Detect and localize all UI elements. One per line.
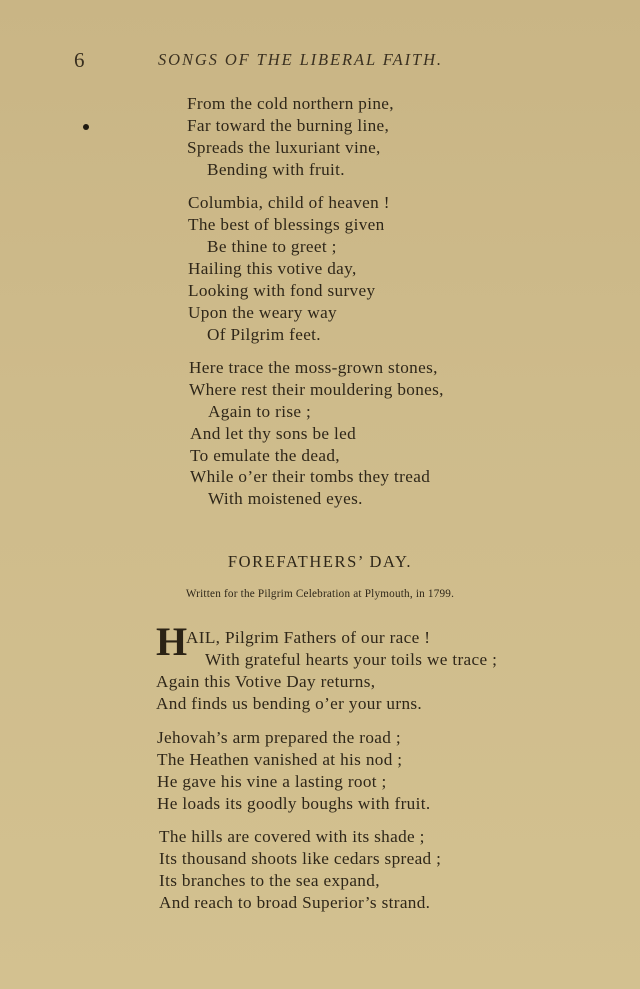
page-number: 6	[74, 48, 85, 72]
verse-line: Hailing this votive day,	[188, 259, 357, 278]
verse-line: From the cold northern pine,	[187, 94, 394, 113]
verse-line: The hills are covered with its shade ;	[159, 827, 425, 846]
verse-line: AIL, Pilgrim Fathers of our race !	[186, 628, 431, 647]
verse-line: Its thousand shoots like cedars spread ;	[159, 849, 442, 868]
verse-line: With moistened eyes.	[208, 489, 363, 508]
ink-speck	[83, 124, 89, 130]
verse-line: Again this Votive Day returns,	[156, 672, 376, 691]
running-title: SONGS OF THE LIBERAL FAITH.	[158, 50, 443, 69]
verse-line: Bending with fruit.	[207, 160, 345, 179]
verse-line: And reach to broad Superior’s strand.	[159, 893, 431, 912]
drop-cap: H	[156, 619, 188, 664]
verse-line: Its branches to the sea expand,	[159, 871, 380, 890]
verse-line: Again to rise ;	[208, 402, 312, 421]
verse-line: Here trace the moss-grown stones,	[189, 358, 438, 377]
verse-line: Jehovah’s arm prepared the road ;	[157, 728, 401, 747]
verse-line: Spreads the luxuriant vine,	[187, 138, 381, 157]
verse-line: The best of blessings given	[188, 215, 385, 234]
verse-line: Columbia, child of heaven !	[188, 193, 390, 212]
verse-line: Of Pilgrim feet.	[207, 325, 321, 344]
verse-line: Far toward the burning line,	[187, 116, 390, 135]
verse-line: To emulate the dead,	[190, 446, 340, 465]
verse-line: He gave his vine a lasting root ;	[157, 772, 387, 791]
verse-line: Upon the weary way	[188, 303, 338, 322]
verse-line: The Heathen vanished at his nod ;	[157, 750, 403, 769]
verse-line: Looking with fond survey	[188, 281, 376, 300]
poem-subtitle: Written for the Pilgrim Celebration at Plymouth, in 1799.	[185, 588, 455, 600]
verse-line: With grateful hearts your toils we trace ;	[205, 650, 498, 669]
verse-line: Be thine to greet ;	[207, 237, 337, 256]
running-head	[0, 48, 640, 72]
poem-title: FOREFATHERS’ DAY.	[227, 552, 413, 571]
verse-line: While o’er their tombs they tread	[190, 467, 431, 486]
verse-line: Where rest their mouldering bones,	[189, 380, 444, 399]
verse-line: He loads its goodly boughs with fruit.	[157, 794, 431, 813]
verse-line: And finds us bending o’er your urns.	[156, 694, 423, 713]
verse-line: And let thy sons be led	[190, 424, 357, 443]
